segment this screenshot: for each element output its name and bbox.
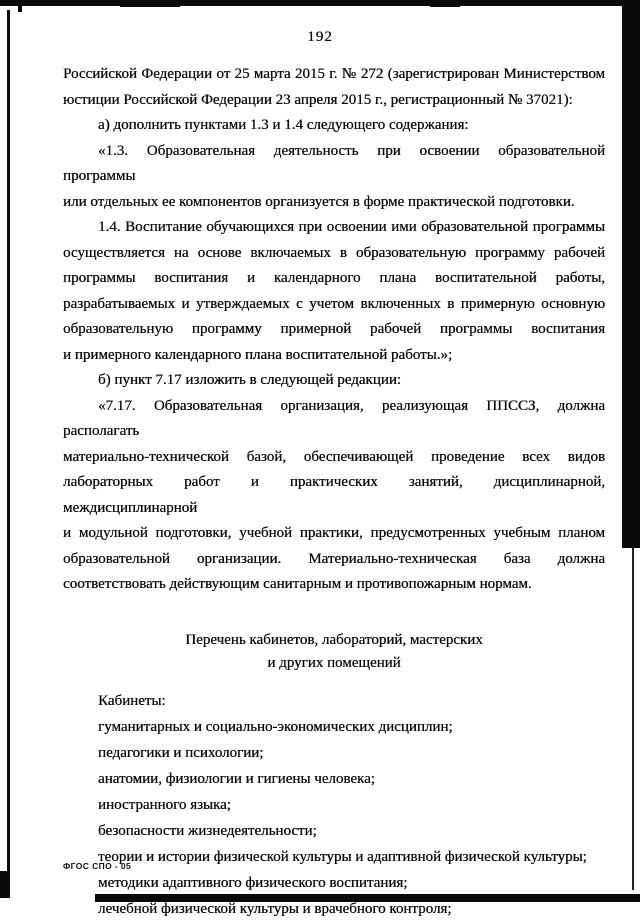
- paragraph-line: образовательной организации. Материально-техническая база должна: [63, 550, 605, 567]
- paragraph-line: программы воспитания и календарного плана воспитательной работы,: [63, 270, 605, 286]
- document-body: [63, 62, 605, 922]
- scan-artifact-bottom-left-block: [0, 871, 10, 898]
- list-item: анатомии, физиологии и гигиены человека;: [98, 770, 375, 787]
- body-paragraph: [63, 113, 605, 139]
- paragraph-line: разрабатываемых и утверждаемых с учетом включенных в примерную основную: [63, 295, 605, 312]
- list-item: безопасности жизнедеятельности;: [98, 822, 317, 839]
- scan-artifact-right-line: [632, 548, 634, 890]
- list-item: иностранного языка;: [98, 796, 231, 813]
- paragraph-line: 1.4. Воспитание обучающихся при освоении ими образовательной программы: [98, 219, 605, 235]
- paragraph-line: «1.3. Образовательная деятельность при освоении образовательной программы: [63, 142, 605, 184]
- list-item: педагогики и психологии;: [98, 744, 264, 761]
- paragraph-line: Российской Федерации от 25 марта 2015 г. № 272 (зарегистрирован Министерством: [63, 66, 605, 82]
- list-item: теории и истории физической культуры и адаптивной физической культуры;: [98, 848, 587, 865]
- rooms-list: [63, 688, 605, 922]
- body-paragraph: [63, 394, 605, 598]
- footer-code: ФГОС СПО - 05: [63, 861, 132, 871]
- paragraph-line: или отдельных ее компонентов организуется в форме практической подготовки.: [63, 193, 575, 210]
- list-item: методики адаптивного физического воспитания;: [98, 874, 408, 891]
- list-item: гуманитарных и социально-экономических дисциплин;: [98, 718, 453, 735]
- paragraph-line: лабораторных работ и практических занятий, дисциплинарной, междисциплинарной: [63, 474, 605, 516]
- body-paragraph: [63, 139, 605, 216]
- list-item: лечебной физической культуры и врачебного контроля;: [98, 900, 452, 917]
- paragraph-line: «7.17. Образовательная организация, реализующая ППССЗ, должна располагать: [63, 397, 605, 439]
- section-heading-line: Перечень кабинетов, лабораторий, мастерских: [185, 631, 483, 648]
- page-number: 192: [307, 29, 333, 45]
- scan-artifact-top-tick: [120, 5, 180, 7]
- paragraph-line: и модульной подготовки, учебной практики, предусмотренных учебным планом: [63, 525, 605, 541]
- scan-artifact-right-bar: [622, 0, 640, 548]
- scan-artifact-left-line: [7, 10, 10, 885]
- paragraph-line: соответствовать действующим санитарным и противопожарным нормам.: [63, 576, 532, 592]
- paragraph-line: б) пункт 7.17 изложить в следующей редакции:: [98, 372, 401, 388]
- paragraph-line: образовательную программу примерной рабочей программы воспитания: [63, 321, 605, 337]
- scan-artifact-top-tick: [18, 5, 22, 12]
- paragraph-line: юстиции Российской Федерации 23 апреля 2015 г., регистрационный № 37021):: [63, 91, 573, 108]
- paragraph-line: и примерного календарного плана воспитательной работы.»;: [63, 346, 453, 363]
- list-title: Кабинеты:: [98, 692, 166, 709]
- section-heading: [63, 629, 605, 675]
- section-heading-line: и других помещений: [267, 654, 401, 671]
- body-paragraph: [63, 62, 605, 113]
- paragraph-line: материально-технической базой, обеспечивающей проведение всех видов: [63, 448, 605, 465]
- body-paragraph: [63, 215, 605, 368]
- paragraph-line: осуществляется на основе включаемых в образовательную программу рабочей: [63, 244, 605, 261]
- body-paragraph: [63, 368, 605, 394]
- scan-artifact-top-bar: [0, 0, 640, 6]
- paragraph-line: а) дополнить пунктами 1.3 и 1.4 следующего содержания:: [98, 117, 469, 133]
- scan-artifact-top-tick: [430, 5, 460, 7]
